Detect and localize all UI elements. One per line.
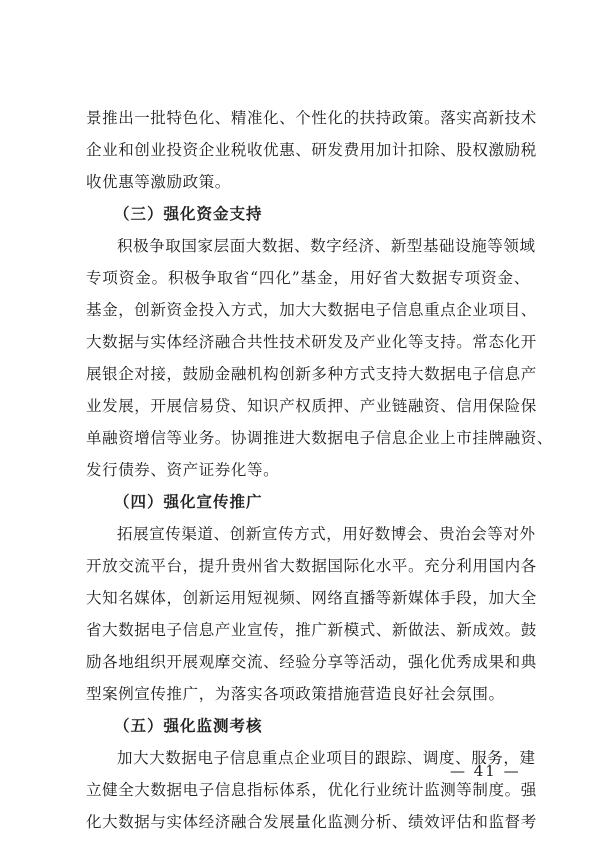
text-line: 开放交流平台，提升贵州省大数据国际化水平。充分利用国内各: [86, 557, 537, 575]
section-heading-monitoring: （五）强化监测考核: [114, 717, 263, 735]
text-line: 省大数据电子信息产业宣传，推广新模式、新做法、新成效。鼓: [86, 621, 537, 639]
continuation-paragraph: [86, 102, 537, 198]
text-line: 业发展，开展信易贷、知识产权质押、产业链融资、信用保险保: [86, 397, 537, 415]
text-line: 单融资增信等业务。协调推进大数据电子信息企业上市挂牌融资、: [86, 429, 553, 447]
text-line: 拓展宣传渠道、创新宣传方式，用好数博会、贵治会等对外: [117, 525, 536, 543]
text-line: 加大大数据电子信息重点企业项目的跟踪、调度、服务，建: [117, 749, 536, 767]
text-line: 收优惠等激励政策。: [86, 173, 231, 191]
text-line: 展银企对接，鼓励金融机构创新多种方式支持大数据电子信息产: [86, 365, 537, 383]
text-line: 化大数据与实体经济融合发展量化监测分析、绩效评估和监督考: [86, 813, 537, 831]
page-number: — 41 —: [450, 762, 521, 780]
section-paragraph-publicity: [86, 518, 537, 710]
text-line: 立健全大数据电子信息指标体系，优化行业统计监测等制度。强: [86, 781, 537, 799]
document-body: [86, 102, 553, 838]
section-heading-funding: （三）强化资金支持: [114, 205, 263, 223]
section-heading-publicity: （四）强化宣传推广: [114, 493, 263, 511]
section-paragraph-monitoring: [86, 742, 537, 838]
text-line: 型案例宣传推广，为落实各项政策措施营造良好社会氛围。: [86, 685, 505, 703]
text-line: 大数据与实体经济融合共性技术研发及产业化等支持。常态化开: [86, 333, 537, 351]
text-line: 景推出一批特色化、精准化、个性化的扶持政策。落实高新技术: [86, 109, 537, 127]
text-line: 积极争取国家层面大数据、数字经济、新型基础设施等领域: [117, 237, 536, 255]
text-line: 专项资金。积极争取省“四化”基金，用好省大数据专项资金、: [86, 269, 530, 287]
text-line: 发行债券、资产证券化等。: [86, 461, 280, 479]
text-line: 企业和创业投资企业税收优惠、研发费用加计扣除、股权激励税: [86, 141, 537, 159]
section-paragraph-funding: [86, 230, 553, 486]
text-line: 基金，创新资金投入方式，加大大数据电子信息重点企业项目、: [86, 301, 537, 319]
text-line: 励各地组织开展观摩交流、经验分享等活动，强化优秀成果和典: [86, 653, 537, 671]
text-line: 大知名媒体，创新运用短视频、网络直播等新媒体手段，加大全: [86, 589, 537, 607]
